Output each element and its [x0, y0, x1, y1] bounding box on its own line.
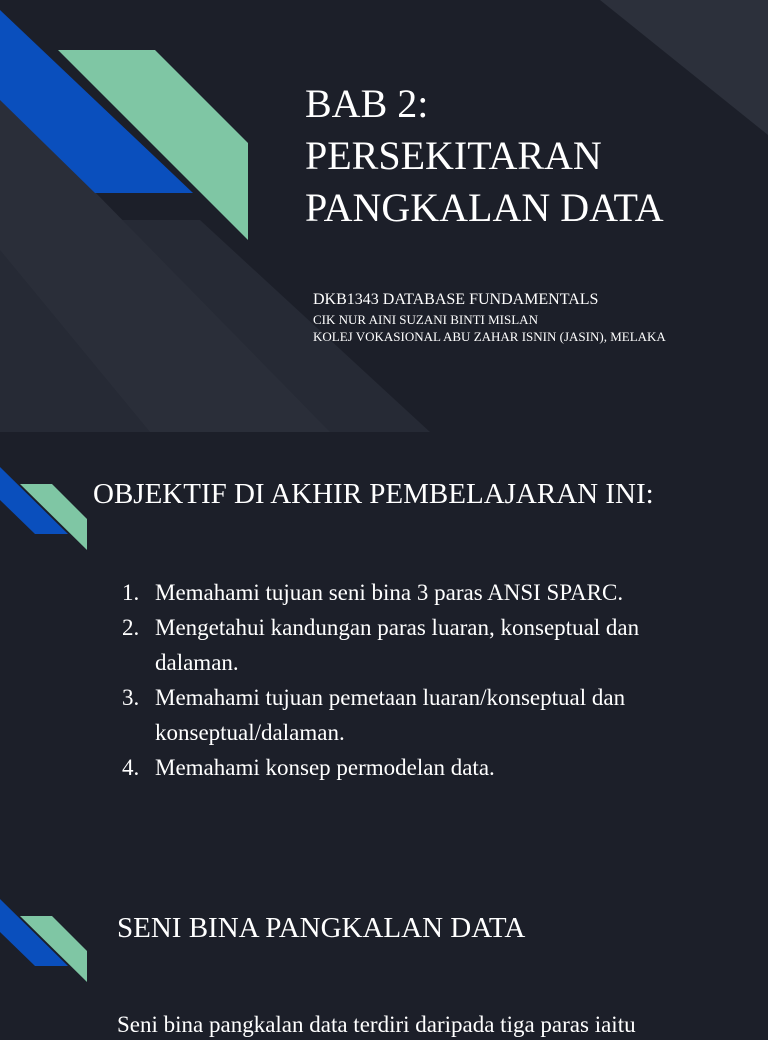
- title-line-2: PERSEKITARAN: [305, 133, 602, 178]
- objective-text: Memahami tujuan seni bina 3 paras ANSI SPARC.: [155, 580, 624, 605]
- objectives-heading: OBJEKTIF DI AKHIR PEMBELAJARAN INI:: [93, 478, 654, 510]
- college-name: KOLEJ VOKASIONAL ABU ZAHAR ISNIN (JASIN), MELAKA: [313, 329, 666, 344]
- title-line-3: PANGKALAN DATA: [305, 185, 664, 230]
- objective-item: [120, 575, 710, 610]
- objective-item: [120, 610, 710, 680]
- lecturer-name: CIK NUR AINI SUZANI BINTI MISLAN: [313, 312, 538, 327]
- objectives-slide: [0, 432, 768, 864]
- objective-number: 2.: [122, 615, 140, 640]
- title-slide: [0, 0, 768, 432]
- architecture-slide: [0, 864, 768, 1037]
- objective-text: Mengetahui kandungan paras luaran, konseptual dan dalaman.: [155, 615, 640, 675]
- objective-item: [120, 680, 710, 750]
- objective-text: Memahami konsep permodelan data.: [155, 755, 495, 780]
- objective-number: 4.: [122, 755, 140, 780]
- title-line-1: BAB 2:: [305, 81, 429, 126]
- objectives-list: [120, 575, 710, 785]
- architecture-heading: SENI BINA PANGKALAN DATA: [117, 912, 526, 944]
- objective-text: Memahami tujuan pemetaan luaran/konseptual dan konseptual/dalaman.: [155, 685, 626, 745]
- objective-number: 1.: [122, 580, 140, 605]
- slide-title: [305, 78, 664, 234]
- objective-number: 3.: [122, 685, 140, 710]
- course-code: DKB1343 DATABASE FUNDAMENTALS: [313, 291, 599, 308]
- objective-item: [120, 750, 710, 785]
- architecture-body-text: Seni bina pangkalan data terdiri daripada tiga paras iaitu: [117, 1012, 636, 1037]
